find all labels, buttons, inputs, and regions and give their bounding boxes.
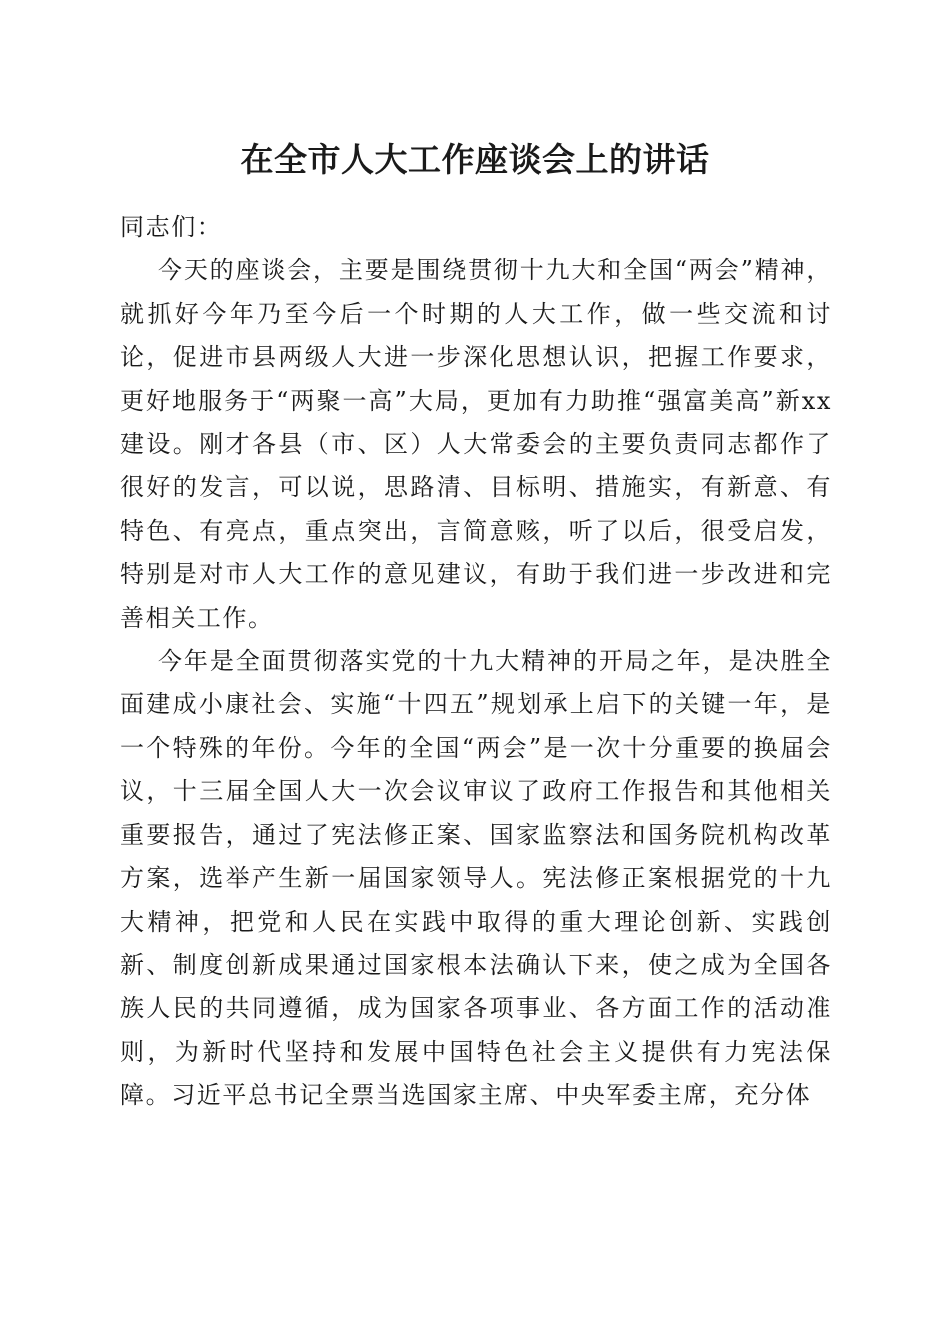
paragraph-1: 今天的座谈会，主要是围绕贯彻十九大和全国“两会”精神，就抓好今年乃至今后一个时期的人大工作，做一些交流和讨论，促进市县两级人大进一步深化思想认识，把握工作要求，更好地服务于“两聚一高”大局，更加有力助推“强富美高”新xx建设。刚才各县（市、区）人大常委会的主要负责同志都作了很好的发言，可以说，思路清、目标明、措施实，有新意、有特色、有亮点，重点突出，言简意赅，听了以后，很受启发，特别是对市人大工作的意见建议，有助于我们进一步改进和完善相关工作。	[120, 256, 832, 632]
document-body	[120, 206, 832, 1118]
document-title: 在全市人大工作座谈会上的讲话	[240, 140, 710, 179]
salutation: 同志们：	[120, 213, 223, 241]
paragraph-2: 今年是全面贯彻落实党的十九大精神的开局之年，是决胜全面建成小康社会、实施“十四五”规划承上启下的关键一年，是一个特殊的年份。今年的全国“两会”是一次十分重要的换届会议，十三届全国人大一次会议审议了政府工作报告和其他相关重要报告，通过了宪法修正案、国家监察法和国务院机构改革方案，选举产生新一届国家领导人。宪法修正案根据党的十九大精神，把党和人民在实践中取得的重大理论创新、实践创新、制度创新成果通过国家根本法确认下来，使之成为全国各族人民的共同遵循，成为国家各项事业、各方面工作的活动准则，为新时代坚持和发展中国特色社会主义提供有力宪法保障。习近平总书记全票当选国家主席、中央军委主席，充分体	[120, 647, 832, 1110]
